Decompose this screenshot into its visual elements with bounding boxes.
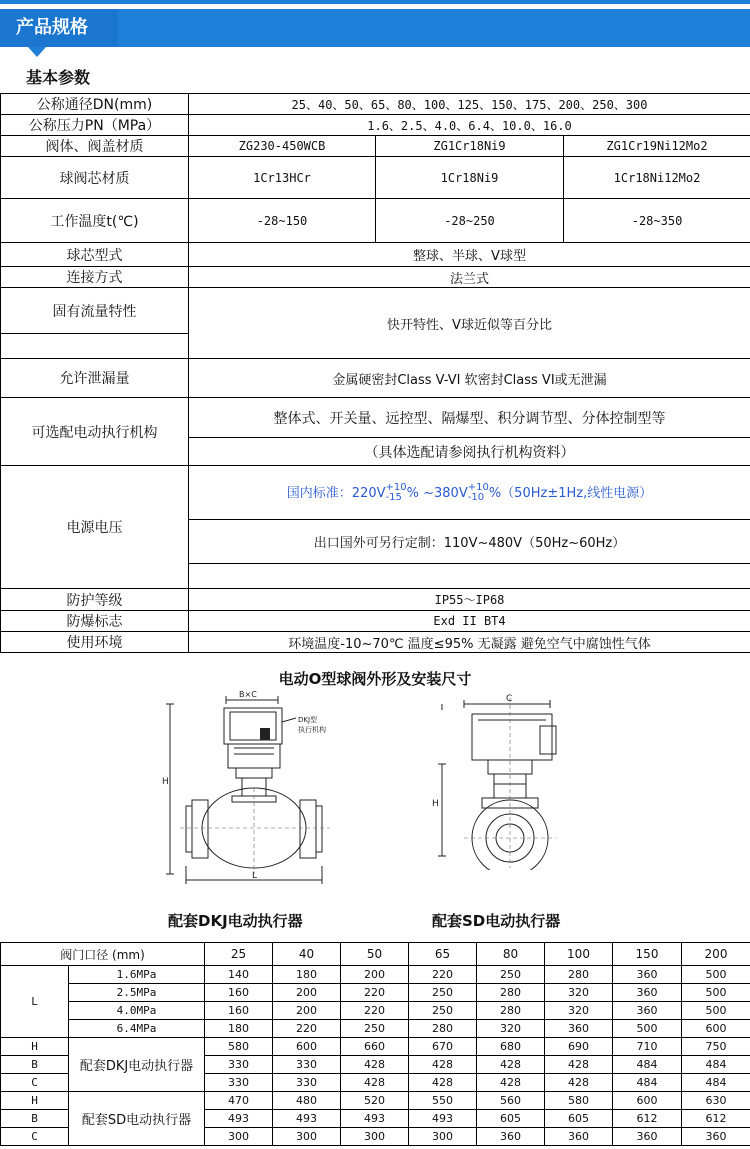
dims-cell: 500 bbox=[682, 966, 750, 984]
dkj-caption: 配套DKJ电动执行器 bbox=[168, 912, 303, 930]
spec-row-body bbox=[1, 136, 750, 157]
dims-cell: 140 bbox=[205, 966, 273, 984]
dims-cell: 600 bbox=[273, 1038, 341, 1056]
power-sub: -15 bbox=[385, 492, 402, 504]
spec-row-actuator bbox=[1, 398, 750, 438]
dims-cell: 500 bbox=[682, 1002, 750, 1020]
dims-cell: 580 bbox=[205, 1038, 273, 1056]
spec-label: 球阀芯材质 bbox=[1, 157, 189, 199]
dims-cell: 630 bbox=[682, 1092, 750, 1110]
dims-size: 100 bbox=[545, 943, 613, 966]
dims-cell: 484 bbox=[613, 1074, 682, 1092]
spec-row-conn bbox=[1, 267, 750, 288]
dim-label: H bbox=[162, 777, 169, 787]
section-banner bbox=[0, 0, 750, 48]
spec-value: -28~350 bbox=[564, 199, 750, 243]
dims-cell: 428 bbox=[341, 1056, 409, 1074]
dims-cell: 428 bbox=[409, 1074, 477, 1092]
spec-value: 1Cr13HCr bbox=[189, 157, 376, 199]
spec-row-flow bbox=[1, 288, 750, 334]
spec-value: 快开特性、V球近似等百分比 bbox=[189, 288, 750, 359]
table-row bbox=[1, 1002, 750, 1020]
table-row bbox=[1, 1092, 750, 1110]
dims-cell: 493 bbox=[341, 1110, 409, 1128]
sd-valve-drawing bbox=[430, 690, 570, 870]
dims-size: 65 bbox=[409, 943, 477, 966]
spec-label: 可选配电动执行机构 bbox=[1, 398, 189, 466]
dims-header-label: 阀门口径 (mm) bbox=[1, 943, 205, 966]
dims-cell: 280 bbox=[409, 1020, 477, 1038]
dims-cell: 670 bbox=[409, 1038, 477, 1056]
spec-row-leak bbox=[1, 359, 750, 398]
spec-row-core bbox=[1, 157, 750, 199]
dims-cell: 484 bbox=[682, 1074, 750, 1092]
dims-size: 150 bbox=[613, 943, 682, 966]
spec-value: IP55～IP68 bbox=[189, 589, 750, 611]
drawing-note: 执行机构 bbox=[298, 726, 326, 734]
sd-caption: 配套SD电动执行器 bbox=[432, 912, 561, 930]
dims-cell: 330 bbox=[273, 1074, 341, 1092]
dims-pn: 1.6MPa bbox=[69, 966, 205, 984]
dims-pn: 2.5MPa bbox=[69, 984, 205, 1002]
power-suffix: %（50Hz±1Hz,线性电源） bbox=[488, 485, 653, 501]
spec-label: 工作温度t(℃) bbox=[1, 199, 189, 243]
dims-cell: 360 bbox=[613, 966, 682, 984]
blank-cell bbox=[189, 564, 750, 589]
dims-cell: 600 bbox=[682, 1020, 750, 1038]
dims-cell: 280 bbox=[477, 1002, 545, 1020]
dims-cell: 320 bbox=[477, 1020, 545, 1038]
dims-cell: 250 bbox=[409, 1002, 477, 1020]
dims-cell: 360 bbox=[682, 1128, 750, 1146]
dims-cell: 480 bbox=[273, 1092, 341, 1110]
dim-label: L bbox=[252, 871, 258, 881]
spec-value: ZG230-450WCB bbox=[189, 136, 376, 157]
dims-cell: 320 bbox=[545, 984, 613, 1002]
dims-cell: 500 bbox=[682, 984, 750, 1002]
spec-row-power bbox=[1, 466, 750, 520]
dims-size: 40 bbox=[273, 943, 341, 966]
dims-cell: 493 bbox=[273, 1110, 341, 1128]
dims-cell: 360 bbox=[613, 1128, 682, 1146]
spec-table bbox=[0, 93, 750, 653]
dims-header-row bbox=[1, 943, 750, 966]
power-prefix: 国内标准：220V bbox=[286, 485, 386, 501]
spec-value: 1.6、2.5、4.0、6.4、10.0、16.0 bbox=[189, 115, 750, 136]
dims-cell: 330 bbox=[273, 1056, 341, 1074]
spec-value: 25、40、50、65、80、100、125、150、175、200、250、300 bbox=[189, 94, 750, 115]
spec-value: 1Cr18Ni9 bbox=[376, 157, 564, 199]
spec-value: 1Cr18Ni12Mo2 bbox=[564, 157, 750, 199]
dims-cell: 300 bbox=[341, 1128, 409, 1146]
spec-row-env bbox=[1, 632, 750, 653]
banner-top-line bbox=[0, 0, 750, 4]
blank-cell bbox=[1, 334, 189, 359]
dims-cell: 320 bbox=[545, 1002, 613, 1020]
spec-label: 防护等级 bbox=[1, 589, 189, 611]
dims-cell: 220 bbox=[341, 984, 409, 1002]
dims-key: H bbox=[1, 1092, 69, 1110]
dims-cell: 428 bbox=[409, 1056, 477, 1074]
dims-cell: 250 bbox=[477, 966, 545, 984]
dims-cell: 300 bbox=[205, 1128, 273, 1146]
power-sup: +10 bbox=[385, 482, 407, 494]
banner-notch bbox=[28, 47, 46, 57]
dims-cell: 250 bbox=[409, 984, 477, 1002]
spec-value: ZG1Cr19Ni12Mo2 bbox=[564, 136, 750, 157]
spec-label: 阀体、阀盖材质 bbox=[1, 136, 189, 157]
power-tolerance-2 bbox=[468, 483, 489, 503]
dims-cell: 605 bbox=[477, 1110, 545, 1128]
spec-value: -28~250 bbox=[376, 199, 564, 243]
dims-cell: 330 bbox=[205, 1074, 273, 1092]
dims-key: C bbox=[1, 1074, 69, 1092]
dims-cell: 280 bbox=[477, 984, 545, 1002]
dims-cell: 200 bbox=[341, 966, 409, 984]
dims-pn: 6.4MPa bbox=[69, 1020, 205, 1038]
spec-label: 固有流量特性 bbox=[1, 288, 189, 334]
dims-cell: 220 bbox=[341, 1002, 409, 1020]
dims-cell: 493 bbox=[409, 1110, 477, 1128]
dims-cell: 612 bbox=[613, 1110, 682, 1128]
dims-cell: 180 bbox=[273, 966, 341, 984]
spec-value-power-domestic bbox=[189, 466, 750, 520]
dims-cell: 470 bbox=[205, 1092, 273, 1110]
dim-label: B×C bbox=[239, 690, 257, 699]
dims-cell: 360 bbox=[545, 1128, 613, 1146]
spec-value: ZG1Cr18Ni9 bbox=[376, 136, 564, 157]
spec-label: 公称通径DN(mm) bbox=[1, 94, 189, 115]
dims-cell: 200 bbox=[273, 984, 341, 1002]
dims-pn: 4.0MPa bbox=[69, 1002, 205, 1020]
dims-cell: 680 bbox=[477, 1038, 545, 1056]
dims-cell: 220 bbox=[409, 966, 477, 984]
dimensions-table bbox=[0, 942, 750, 1146]
spec-value: -28~150 bbox=[189, 199, 376, 243]
dims-cell: 690 bbox=[545, 1038, 613, 1056]
dims-cell: 550 bbox=[409, 1092, 477, 1110]
dims-cell: 600 bbox=[613, 1092, 682, 1110]
dims-cell: 360 bbox=[613, 1002, 682, 1020]
dims-size: 80 bbox=[477, 943, 545, 966]
spec-label: 使用环境 bbox=[1, 632, 189, 653]
dims-cell: 428 bbox=[477, 1074, 545, 1092]
spec-row-ex bbox=[1, 611, 750, 632]
spec-label: 球芯型式 bbox=[1, 243, 189, 267]
spec-value: 整球、半球、V球型 bbox=[189, 243, 750, 267]
table-row bbox=[1, 984, 750, 1002]
dims-cell: 428 bbox=[477, 1056, 545, 1074]
power-mid: % ~380V bbox=[406, 485, 468, 501]
spec-value: 出口国外可另行定制：110V~480V（50Hz~60Hz） bbox=[189, 520, 750, 564]
dims-cell: 493 bbox=[205, 1110, 273, 1128]
dims-cell: 330 bbox=[205, 1056, 273, 1074]
dims-cell: 612 bbox=[682, 1110, 750, 1128]
actuator-block bbox=[260, 728, 270, 740]
dims-cell: 300 bbox=[409, 1128, 477, 1146]
dims-size: 200 bbox=[682, 943, 750, 966]
dims-cell: 428 bbox=[545, 1056, 613, 1074]
spec-value: 环境温度-10~70℃ 温度≤95% 无凝露 避免空气中腐蚀性气体 bbox=[189, 632, 750, 653]
spec-row-ip bbox=[1, 589, 750, 611]
dkj-valve-drawing bbox=[160, 688, 350, 906]
drawing-note: DKJ型 bbox=[298, 716, 318, 724]
table-row bbox=[1, 1020, 750, 1038]
spec-row-dn bbox=[1, 94, 750, 115]
dims-cell: 200 bbox=[273, 1002, 341, 1020]
dims-cell: 428 bbox=[341, 1074, 409, 1092]
dims-cell: 560 bbox=[477, 1092, 545, 1110]
spec-value: Exd II BT4 bbox=[189, 611, 750, 632]
dims-cell: 180 bbox=[205, 1020, 273, 1038]
table-row bbox=[1, 1038, 750, 1056]
power-tolerance-1 bbox=[386, 483, 407, 503]
dims-cell: 710 bbox=[613, 1038, 682, 1056]
dim-label: C bbox=[506, 694, 513, 704]
dims-cell: 160 bbox=[205, 1002, 273, 1020]
dims-cell: 750 bbox=[682, 1038, 750, 1056]
dims-cell: 660 bbox=[341, 1038, 409, 1056]
dims-cell: 500 bbox=[613, 1020, 682, 1038]
dims-key: C bbox=[1, 1128, 69, 1146]
spec-row-ball bbox=[1, 243, 750, 267]
dims-group-sd: 配套SD电动执行器 bbox=[69, 1092, 205, 1146]
dims-cell: 360 bbox=[545, 1020, 613, 1038]
dims-key: H bbox=[1, 1038, 69, 1056]
spec-label: 公称压力PN（MPa） bbox=[1, 115, 189, 136]
power-sub: -10 bbox=[467, 492, 485, 504]
spec-row-temp bbox=[1, 199, 750, 243]
table-row bbox=[1, 966, 750, 984]
dims-cell: 280 bbox=[545, 966, 613, 984]
dims-cell: 428 bbox=[545, 1074, 613, 1092]
spec-row-pn bbox=[1, 115, 750, 136]
dims-size: 25 bbox=[205, 943, 273, 966]
section-title: 基本参数 bbox=[26, 68, 91, 87]
dims-cell: 360 bbox=[613, 984, 682, 1002]
spec-value: 整体式、开关量、远控型、隔爆型、积分调节型、分体控制型等 bbox=[189, 398, 750, 438]
dims-cell: 300 bbox=[273, 1128, 341, 1146]
spec-label: 防爆标志 bbox=[1, 611, 189, 632]
spec-label: 允许泄漏量 bbox=[1, 359, 189, 398]
dims-cell: 160 bbox=[205, 984, 273, 1002]
dims-cell: 484 bbox=[682, 1056, 750, 1074]
drawing-title: 电动O型球阀外形及安装尺寸 bbox=[278, 670, 472, 688]
dims-key: L bbox=[1, 966, 69, 1038]
dims-key: B bbox=[1, 1110, 69, 1128]
power-sup: +10 bbox=[467, 482, 489, 494]
spec-label: 电源电压 bbox=[1, 466, 189, 589]
banner-title: 产品规格 bbox=[16, 17, 88, 38]
dim-label: H bbox=[432, 799, 439, 809]
dims-cell: 484 bbox=[613, 1056, 682, 1074]
spec-value: （具体选配请参阅执行机构资料） bbox=[189, 438, 750, 466]
spec-value: 法兰式 bbox=[189, 267, 750, 288]
spec-label: 连接方式 bbox=[1, 267, 189, 288]
dims-cell: 580 bbox=[545, 1092, 613, 1110]
spec-value: 金属硬密封Class V-VI 软密封Class VI或无泄漏 bbox=[189, 359, 750, 398]
dims-size: 50 bbox=[341, 943, 409, 966]
dims-cell: 520 bbox=[341, 1092, 409, 1110]
dims-cell: 605 bbox=[545, 1110, 613, 1128]
dims-cell: 220 bbox=[273, 1020, 341, 1038]
dims-group-dkj: 配套DKJ电动执行器 bbox=[69, 1038, 205, 1092]
dims-cell: 360 bbox=[477, 1128, 545, 1146]
dims-key: B bbox=[1, 1056, 69, 1074]
dims-cell: 250 bbox=[341, 1020, 409, 1038]
